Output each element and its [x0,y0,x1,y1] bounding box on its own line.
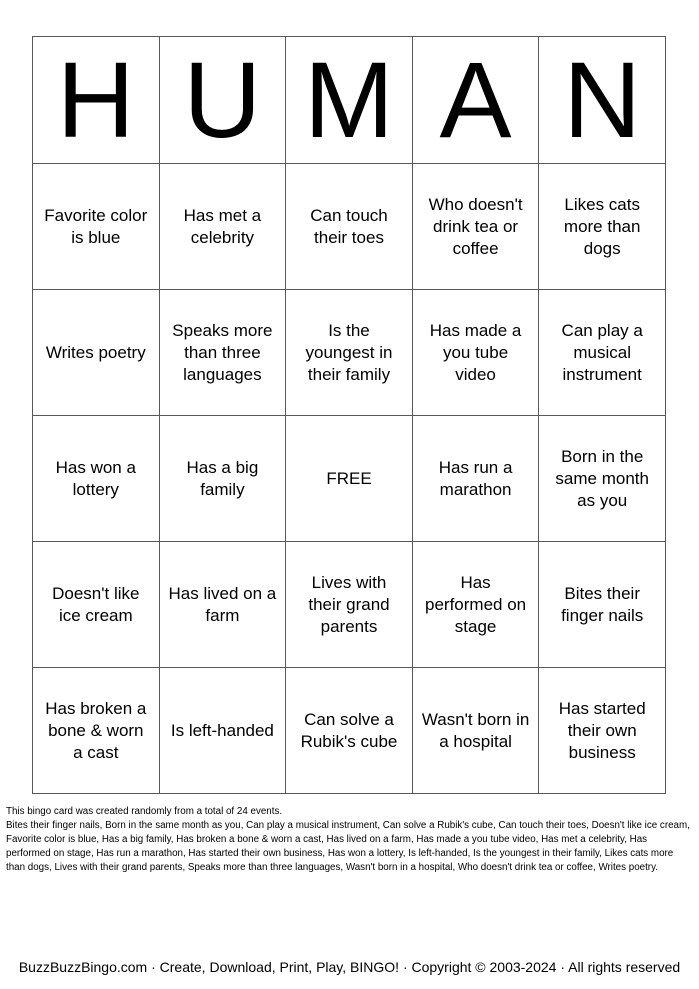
header-letter-m: M [286,37,413,164]
bingo-row [33,290,666,416]
bingo-row [33,668,666,794]
bingo-cell: Has met a celebrity [159,164,286,290]
bingo-cell: Writes poetry [33,290,160,416]
bingo-cell: Has a big family [159,416,286,542]
bingo-cell: Lives with their grand parents [286,542,413,668]
bingo-cell: Has run a marathon [412,416,539,542]
footer-events-list: Bites their finger nails, Born in the same month as you, Can play a musical instrument, Can solve a Rubik's cube, Can touch their toes, Doesn't like ice cream, Favorite color is blue, Has a big family, Has broken a bone & worn a cast, Has lived on a farm, Has made a you tube video, Has met a celebrity, Has performed on stage, Has run a marathon, Has started their own business, Has won a lottery, Is left-handed, Is the youngest in their family, Likes cats more than dogs, Lives with their grand parents, Speaks more than three languages, Wasn't born in a hospital, Who doesn't drink tea or coffee, Writes poetry. [6,820,690,873]
bingo-cell: Born in the same month as you [539,416,666,542]
header-letter-a: A [412,37,539,164]
bingo-cell: Wasn't born in a hospital [412,668,539,794]
bingo-cell: Who doesn't drink tea or coffee [412,164,539,290]
bingo-row [33,542,666,668]
header-letter-h: H [33,37,160,164]
bingo-cell: Doesn't like ice cream [33,542,160,668]
header-letter-n: N [539,37,666,164]
copyright-line: BuzzBuzzBingo.com · Create, Download, Print, Play, BINGO! · Copyright © 2003-2024 · All rights reserved [18,959,681,975]
header-letter-u: U [159,37,286,164]
bingo-cell: Can play a musical instrument [539,290,666,416]
bingo-cell: Speaks more than three languages [159,290,286,416]
bingo-cell: Has started their own business [539,668,666,794]
bingo-cell: Has won a lottery [33,416,160,542]
bingo-cell: Has broken a bone & worn a cast [33,668,160,794]
bingo-cell-free: FREE [286,416,413,542]
bingo-row [33,164,666,290]
bingo-cell: Can solve a Rubik's cube [286,668,413,794]
footer-note-block [6,805,694,875]
footer-note: This bingo card was created randomly from a total of 24 events. [6,806,283,817]
bingo-card-table [32,36,666,794]
bingo-row [33,416,666,542]
bingo-cell: Favorite color is blue [33,164,160,290]
bingo-cell: Is the youngest in their family [286,290,413,416]
bingo-cell: Can touch their toes [286,164,413,290]
bingo-cell: Has performed on stage [412,542,539,668]
bingo-cell: Has lived on a farm [159,542,286,668]
header-row [33,37,666,164]
bingo-cell: Has made a you tube video [412,290,539,416]
bingo-cell: Bites their finger nails [539,542,666,668]
bingo-cell: Is left-handed [159,668,286,794]
bingo-cell: Likes cats more than dogs [539,164,666,290]
